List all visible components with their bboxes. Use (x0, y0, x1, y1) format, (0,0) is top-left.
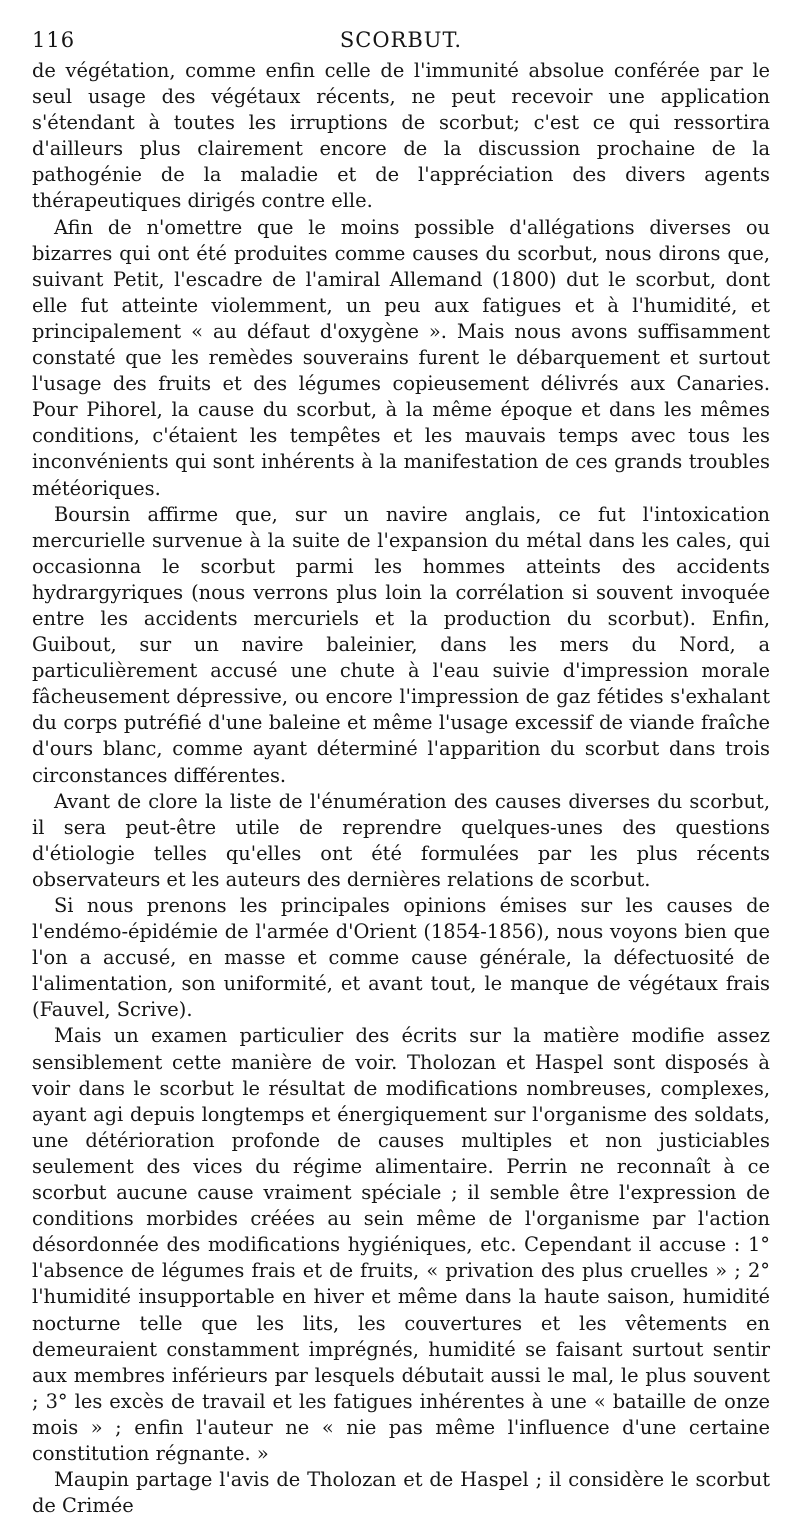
running-head (32, 22, 770, 58)
paragraph-boursin-guibout: Boursin affirme que, sur un navire anglais, ce fut l'intoxication mercurielle survenue à la suite de l'expansion du métal dans les cales, qui occasionna le scorbut parmi les hommes atteints des accidents hydrargyriques (nous verrons plus loin la corrélation si souvent invoquée entre les accidents mercuriels et la production du scorbut). Enfin, Guibout, sur un navire baleinier, dans les mers du Nord, a particulièrement accusé une chute à l'eau suivie d'impression morale fâcheusement dépressive, ou encore l'impression de gaz fétides s'exhalant du corps putréfié d'une baleine et même l'usage excessif de viande fraîche d'ours blanc, comme ayant déterminé l'apparition du scorbut dans trois circonstances différentes. (32, 502, 770, 787)
paragraph-continuation: de végétation, comme enfin celle de l'immunité absolue conférée par le seul usage des végétaux récents, ne peut recevoir une application s'étendant à toutes les irruptions de scorbut; c'est ce qui ressortira d'ailleurs plus clairement encore de la discussion prochaine de la pathogénie de la maladie et de l'appréciation des divers agents thérapeutiques dirigés contre elle. (32, 59, 770, 213)
paragraph-etiology-intro: Avant de clore la liste de l'énumération des causes diverses du scorbut, il sera peut-être utile de reprendre quelques-unes des questions d'étiologie telles qu'elles ont été formulées par les plus récents observateurs et les auteurs des dernières relations de scorbut. (32, 789, 770, 891)
body-text (32, 58, 770, 1519)
paragraph-maupin: Maupin partage l'avis de Tholozan et de Haspel ; il considère le scorbut de Crimée (32, 1468, 770, 1518)
paragraph-petit-allemand: Afin de n'omettre que le moins possible d'allégations diverses ou bizarres qui ont été produites comme causes du scorbut, nous dirons que, suivant Petit, l'escadre de l'amiral Allemand (1800) dut le scorbut, dont elle fut atteinte violemment, un peu aux fatigues et à l'humidité, et principalement « au défaut d'oxygène ». Mais nous avons suffisamment constaté que les remèdes souverains furent le débarquement et surtout l'usage des fruits et des légumes copieusement délivrés aux Canaries. Pour Pihorel, la cause du scorbut, à la même époque et dans les mêmes conditions, c'étaient les tempêtes et les mauvais temps avec tous les inconvénients qui sont inhérents à la manifestation de ces grands troubles météoriques. (32, 215, 770, 500)
paragraph-armee-orient: Si nous prenons les principales opinions émises sur les causes de l'endémo-épidémie de l'armée d'Orient (1854-1856), nous voyons bien que l'on a accusé, en masse et comme cause générale, la défectuosité de l'alimentation, son uniformité, et avant tout, le manque de végétaux frais (Fauvel, Scrive). (32, 894, 770, 1022)
page-number: 116 (32, 28, 76, 52)
paragraph-tholozan-perrin: Mais un examen particulier des écrits sur la matière modifie assez sensiblement cette manière de voir. Tholozan et Haspel sont disposés à voir dans le scorbut le résultat de modifications nombreuses, complexes, ayant agi depuis longtemps et énergiquement sur l'organisme des soldats, une détérioration profonde de causes multiples et non justiciables seulement des vices du régime alimentaire. Perrin ne reconnaît à ce scorbut aucune cause vraiment spéciale ; il semble être l'expression de conditions morbides créées au sein même de l'organisme par l'action désordonnée des modifications hygiéniques, etc. Cependant il accuse : 1° l'absence de légumes frais et de fruits, « privation des plus cruelles » ; 2° l'humidité insupportable en hiver et même dans la haute saison, humidité nocturne telle que les lits, les couvertures et les vêtements en demeuraient constamment imprégnés, humidité se faisant surtout sentir aux membres inférieurs par lesquels débutait aussi le mal, le plus souvent ; 3° les excès de travail et les fatigues inhérentes à une « bataille de onze mois » ; enfin l'auteur ne « nie pas même l'influence d'une certaine constitution régnante. » (32, 1024, 770, 1465)
page-header-title: SCORBUT. (339, 28, 463, 52)
